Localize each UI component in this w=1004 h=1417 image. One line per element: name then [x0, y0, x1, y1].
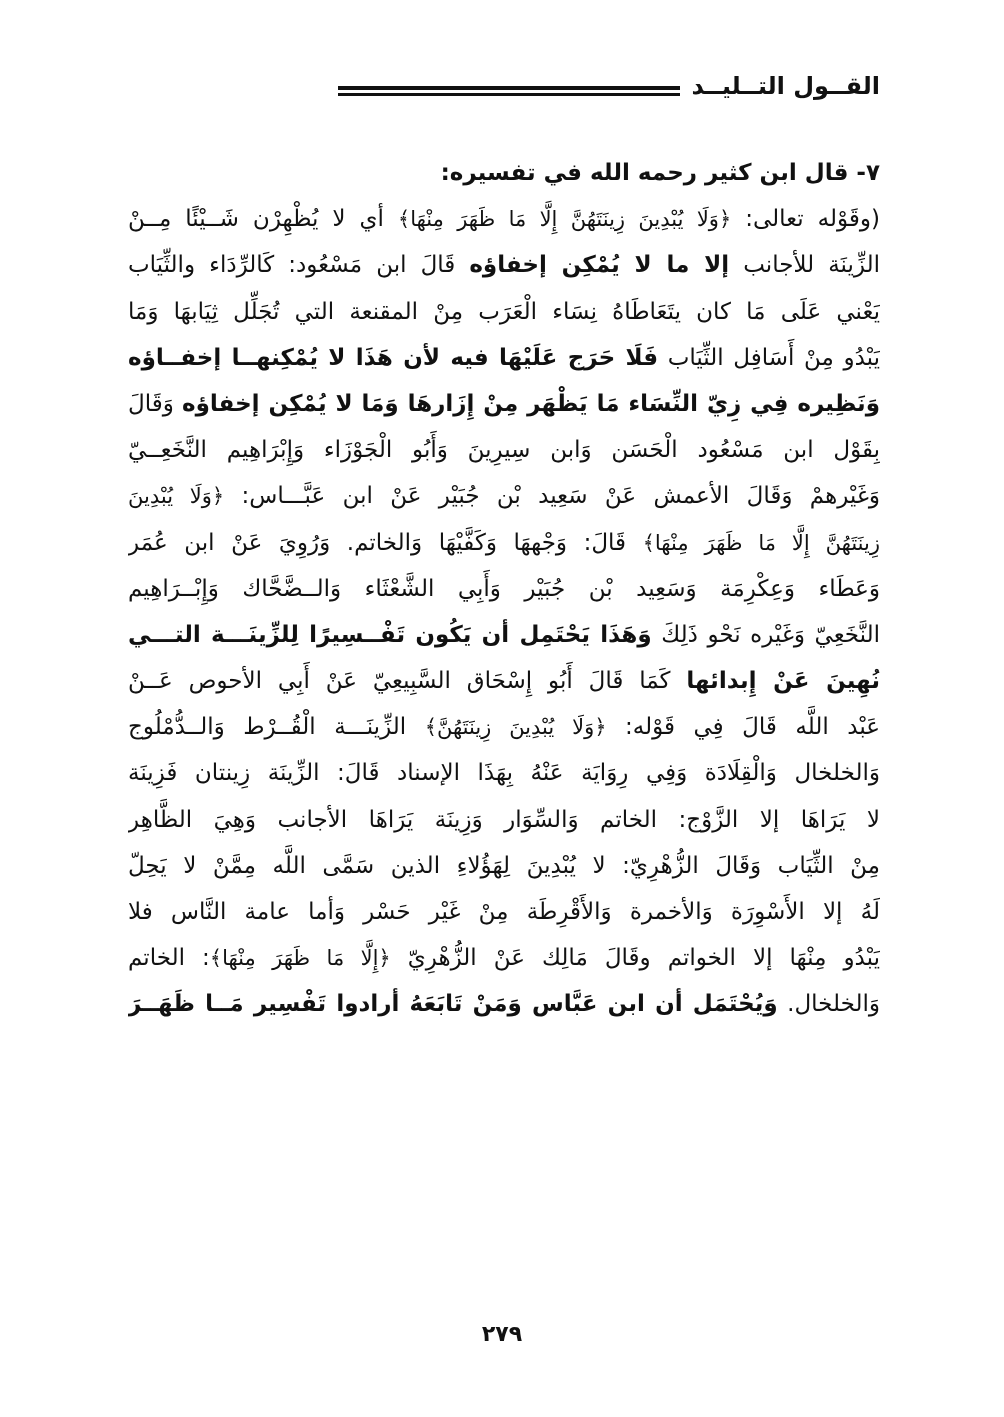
quran-quote: ﴿وَلَا يُبْدِينَ زِينَتَهُنَّ إِلَّا مَا ظَهَرَ مِنْهَا﴾: [397, 207, 732, 232]
text-line: مِنْ الثِّيَاب وَقَالَ الزُّهْرِيّ: لا يُبْدِينَ لِهَؤُلاءِ الذين سَمَّى اللَّه مِمَّنْ لا يَحِلّ: [128, 852, 880, 879]
quran-quote: زِينَتَهُنَّ إِلَّا مَا ظَهَرَ مِنْهَا﴾: [642, 530, 880, 555]
quran-quote: ﴿إِلَّا مَا ظَهَرَ مِنْهَا﴾: [209, 946, 391, 971]
text-line: لا يَرَاهَا إلا الزَّوْج: الخاتم وَالسِّوَار وَزِينَة يَرَاهَا الأجانب وَهِيَ الظَّاهِر: [128, 806, 880, 833]
page-number: ٢٧٩: [481, 1322, 523, 1347]
quran-quote: ﴿وَلَا يُبْدِينَ: [128, 484, 225, 509]
text-line: وَنَظِيره فِي زِيّ النِّسَاء مَا يَظْهَر مِنْ إِزَارهَا وَمَا لا يُمْكِن إخفاؤه وَقَالَ: [128, 390, 880, 417]
quran-quote: ﴿وَلَا يُبْدِينَ زِينَتَهُنَّ﴾: [424, 715, 607, 740]
bold-phrase: نُهِينَ عَنْ إِبدائها: [686, 668, 880, 695]
text-line: وَعَطَاء وَعِكْرِمَة وَسَعِيد بْن جُبَيْر وَأَبِي الشَّعْثَاء وَالــضَّحَّاك وَإِبْــرَاهِيم: [128, 575, 880, 602]
bold-phrase: وَنَظِيره فِي زِيّ النِّسَاء مَا يَظْهَر مِنْ إِزَارهَا وَمَا لا يُمْكِن إخفاؤه: [182, 390, 880, 417]
section-heading: ٧- قال ابن كثير رحمه الله في تفسيره:: [440, 160, 880, 186]
bold-phrase: وَيُحْتَمَل أن ابن عَبَّاس وَمَنْ تَابَعَهُ أرادوا تَفْسِير مَــا ظَهَــرَ: [128, 991, 778, 1018]
text-line: بِقَوْل ابن مَسْعُود الْحَسَن وَابن سِيرِينَ وَأَبُو الْجَوْزَاء وَإِبْرَاهِيم النَّخَعِــيّ: [128, 437, 880, 464]
text-line: الزِّينَة للأجانب إلا ما لا يُمْكِن إخفاؤه قَالَ ابن مَسْعُود: كَالرِّدَاء والثِّيَاب: [128, 252, 880, 279]
header-rule: [338, 86, 680, 96]
text-line: عَبْد اللَّه قَالَ فِي قَوْله: ﴿وَلَا يُبْدِينَ زِينَتَهُنَّ﴾ الزِّينَـــة الْقُــرْط وَالــدُّمْلُوج: [128, 714, 880, 741]
text-line: يَعْني عَلَى مَا كان يتَعَاطَاهُ نِسَاء الْعَرَب مِنْ المقنعة التي تُجَلِّل ثِيَابهَا وَمَا: [128, 298, 880, 325]
running-header: [128, 68, 880, 108]
main-text: [128, 150, 880, 1028]
header-title: القــول التــليــد: [691, 72, 880, 100]
bold-phrase: وَهَذَا يَحْتَمِل أن يَكُون تَفْــسِيرًا لِلزِّينَـــة التـــي: [128, 621, 652, 648]
text-line: وَالخلخال. وَيُحْتَمَل أن ابن عَبَّاس وَمَنْ تَابَعَهُ أرادوا تَفْسِير مَــا ظَهَــرَ: [128, 991, 880, 1018]
text-line: يَبْدُو مِنْهَا إلا الخواتم وقَالَ مَالِك عَنْ الزُّهْرِيّ ﴿إِلَّا مَا ظَهَرَ مِنْهَا﴾: الخاتم: [128, 945, 880, 972]
text-line: زِينَتَهُنَّ إِلَّا مَا ظَهَرَ مِنْهَا﴾ قَالَ: وَجْههَا وَكَفَّيْهَا وَالخاتم. وَرُوِيَ عَنْ ابن عُمَر: [128, 529, 880, 556]
bold-phrase: إلا ما لا يُمْكِن إخفاؤه: [469, 252, 730, 279]
text-line: النَّخَعِيّ وَغَيْره نَحْو ذَلِكَ وَهَذَا يَحْتَمِل أن يَكُون تَفْــسِيرًا لِلزِّينَـــة التـــي: [128, 621, 880, 648]
text-line: لَهُ إلا الأَسْوِرَة وَالأخمرة وَالأَقْرِطَة مِنْ غَيْر حَسْر وَأما عامة النَّاس فلا: [128, 899, 880, 925]
text-line: (وقَوْله تعالى: ﴿وَلَا يُبْدِينَ زِينَتَهُنَّ إِلَّا مَا ظَهَرَ مِنْهَا﴾ أي لا يُظْهِرْن شَــيْئًا مِــنْ: [128, 206, 880, 233]
text-line: وَغَيْرهمْ وَقَالَ الأعمش عَنْ سَعِيد بْن جُبَيْر عَنْ ابن عَبَّـــاس: ﴿وَلَا يُبْدِينَ: [128, 483, 880, 510]
text-line: وَالخلخال وَالْقِلَادَة وَفِي رِوَايَة عَنْهُ بِهَذَا الإسناد قَالَ: الزِّينَة زِينتان فَزِينَة: [128, 760, 880, 787]
bold-phrase: فَلَا حَرَج عَلَيْهَا فيه لأن هَذَا لا يُمْكِنهــا إخفــاؤه: [128, 344, 659, 371]
text-line: نُهِينَ عَنْ إِبدائها كَمَا قَالَ أَبُو إِسْحَاق السَّبِيعِيّ عَنْ أَبِي الأحوص عَــنْ: [128, 668, 880, 695]
text-line: يَبْدُو مِنْ أَسَافِل الثِّيَاب فَلَا حَرَج عَلَيْهَا فيه لأن هَذَا لا يُمْكِنهــا إخفــاؤه: [128, 344, 880, 371]
